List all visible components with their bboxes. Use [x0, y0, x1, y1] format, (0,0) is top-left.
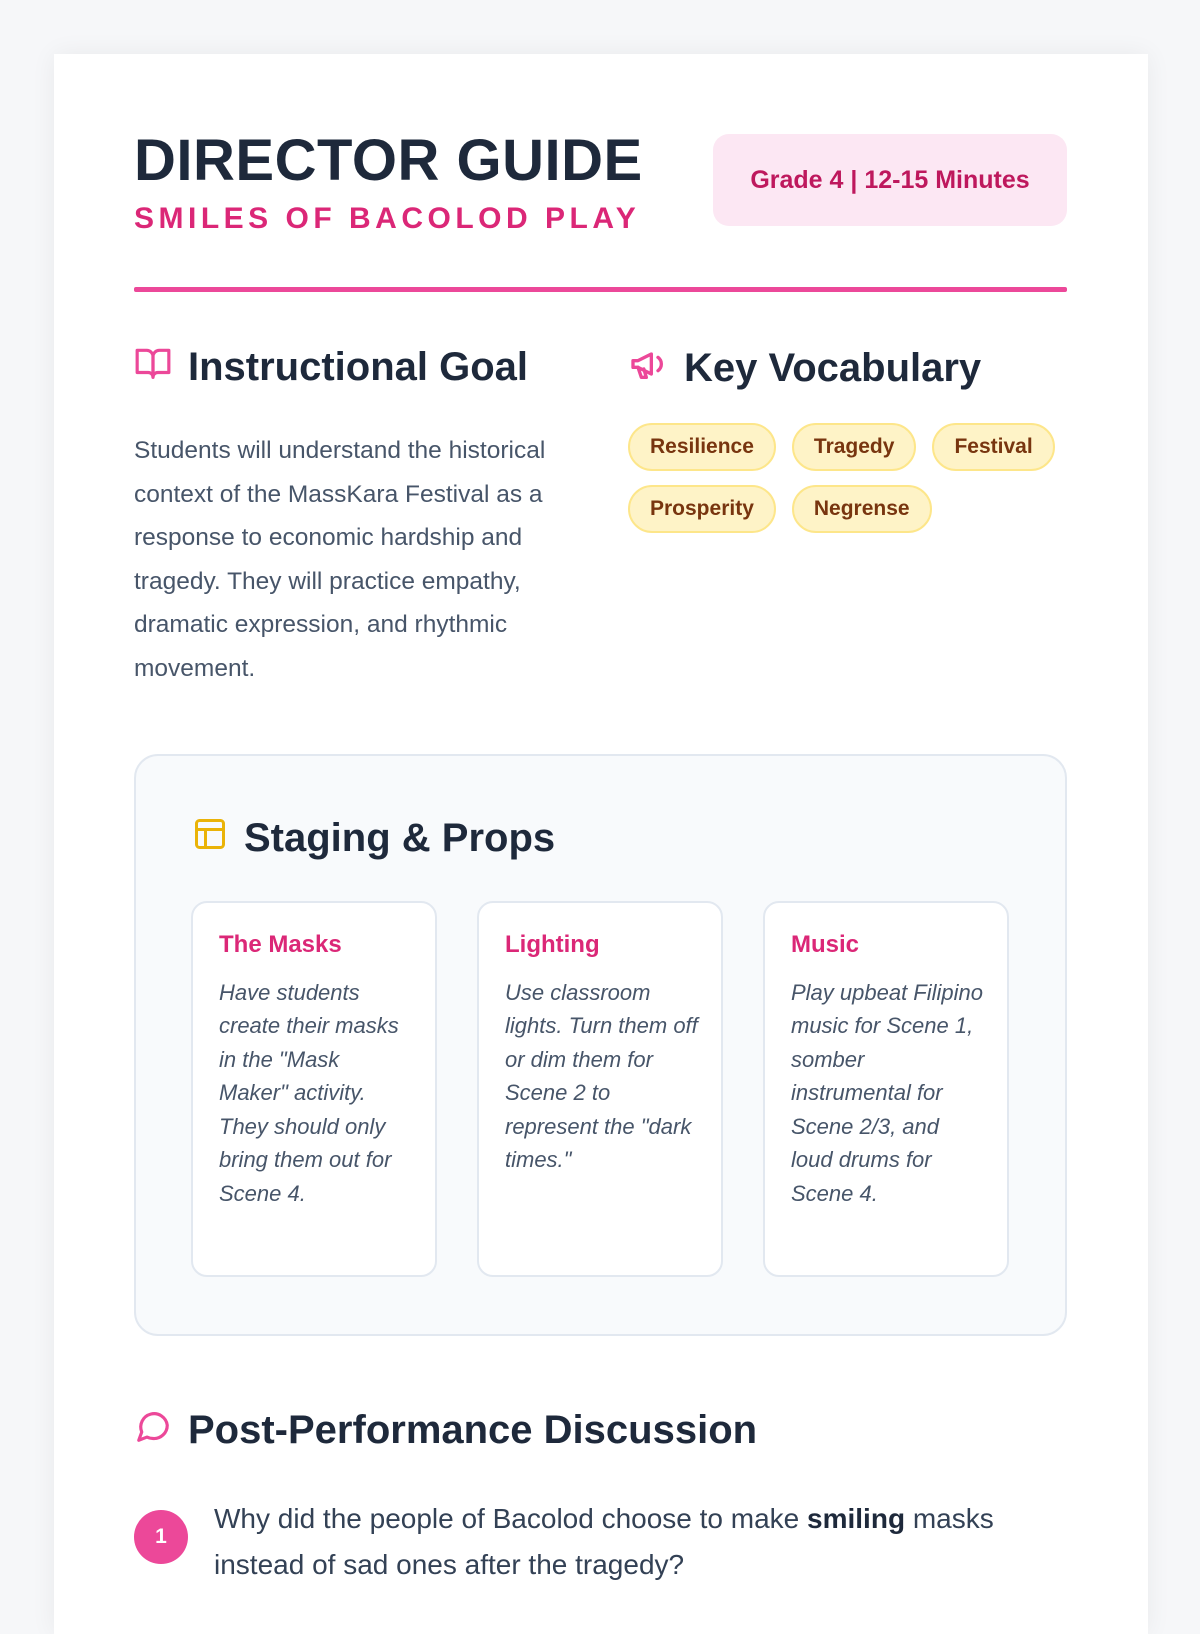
prop-card-music: [763, 901, 1009, 1277]
director-guide-page: [54, 54, 1148, 1634]
prop-card-title: The Masks: [219, 931, 342, 958]
vocabulary-chip: Prosperity: [628, 485, 776, 533]
megaphone-icon: [628, 344, 668, 391]
vocabulary-chip-list: [628, 423, 1068, 533]
chat-bubble-icon: [134, 1407, 172, 1452]
key-vocabulary-heading: [628, 344, 1068, 391]
question-number-badge: 1: [134, 1510, 188, 1564]
vocabulary-chip: Negrense: [792, 485, 932, 533]
grade-duration-badge: Grade 4 | 12-15 Minutes: [713, 134, 1067, 226]
discussion-heading: [134, 1407, 1067, 1452]
props-list: [191, 901, 1009, 1277]
vocabulary-chip: Resilience: [628, 423, 776, 471]
goal-vocabulary-section: [134, 294, 1067, 734]
page-subtitle: SMILES OF BACOLOD PLAY: [134, 202, 641, 235]
header-divider: [134, 287, 1067, 292]
discussion-question: [134, 1496, 1067, 1588]
discussion-title: Post-Performance Discussion: [188, 1407, 758, 1452]
instructional-goal-text: Students will understand the historical context of the MassKara Festival as a response to economic hardship and tragedy. They will practice empathy, dramatic expression, and rhythmic movement.: [134, 437, 546, 682]
vocabulary-chip: Tragedy: [792, 423, 917, 471]
instructional-goal-title: Instructional Goal: [188, 344, 529, 389]
key-vocabulary: [628, 344, 1068, 533]
staging-props-title: Staging & Props: [244, 815, 556, 860]
prop-card-title: Lighting: [505, 931, 600, 958]
prop-card-text: Use classroom lights. Turn them off or dim them for Scene 2 to represent the "dark times.": [505, 979, 698, 1173]
post-performance-discussion: [134, 1407, 1067, 1588]
vocabulary-chip: Festival: [932, 423, 1054, 471]
prop-card-title: Music: [791, 931, 860, 958]
instructional-goal: [134, 344, 584, 690]
prop-card-text: Play upbeat Filipino music for Scene 1, somber instrumental for Scene 2/3, and loud drums for Scene 4.: [791, 979, 984, 1206]
layout-icon: [192, 816, 228, 859]
staging-props-heading: [192, 816, 555, 859]
question-text-start: Why did the people of Bacolod choose to make: [214, 1503, 808, 1534]
question-text: [214, 1496, 1067, 1588]
guide-header: [134, 54, 1067, 294]
question-text-end: masks instead of sad ones after the tragedy?: [214, 1503, 994, 1580]
key-vocabulary-title: Key Vocabulary: [684, 345, 982, 390]
page-title: DIRECTOR GUIDE: [134, 128, 643, 193]
instructional-goal-heading: [134, 344, 584, 389]
prop-card-lighting: [477, 901, 723, 1277]
prop-card-text: Have students create their masks in the "Mask Maker" activity. They should only bring them out for Scene 4.: [219, 979, 399, 1206]
question-emphasis: smiling: [807, 1503, 906, 1534]
prop-card-masks: [191, 901, 437, 1277]
staging-props-card: [134, 754, 1067, 1336]
book-open-icon: [134, 344, 172, 389]
